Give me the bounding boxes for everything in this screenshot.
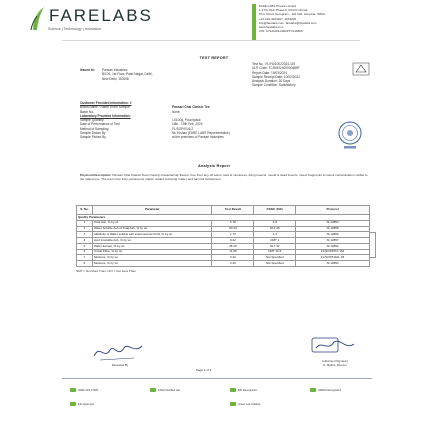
cell-no: 4 xyxy=(77,238,93,244)
page-number: Page 1 of 5 xyxy=(196,368,212,372)
cell-protocol: IS:13854 xyxy=(296,220,370,226)
cell-no: 8 xyxy=(77,261,93,267)
cell-no: 6 xyxy=(77,249,93,255)
lab-info-heading: Laboratory Provided Information: xyxy=(80,113,131,118)
footer-item: APEDA Recognized xyxy=(310,388,341,392)
footer-item: BIS Recognized xyxy=(230,388,257,392)
footer-item: NABL-ISO 17025 xyxy=(70,388,98,392)
issued-to-block xyxy=(80,68,220,81)
lab-row-label: Method of Sampling xyxy=(80,126,109,131)
cell-param: Moisture, % by wt. xyxy=(92,261,212,267)
cell-protocol: FL/SOP/FPC.154 xyxy=(296,249,370,255)
col-header: Protocol xyxy=(296,206,370,215)
customer-info-block xyxy=(80,101,300,140)
cell-result: 38.15 xyxy=(212,243,254,249)
lab-row-value: at the premises of Pansari Industries xyxy=(172,135,224,140)
cell-param: Alkalinity of Water soluble ash expressed as KOH, % by wt. xyxy=(92,232,212,238)
footer-item: EIC Approved xyxy=(70,402,94,406)
cell-limit: NLT 32 xyxy=(254,243,296,249)
cell-no: 2 xyxy=(77,226,93,232)
cell-no: 5 xyxy=(77,243,93,249)
col-header: S. No. xyxy=(77,206,93,215)
lab-row xyxy=(80,135,300,139)
footer-item: Green Lab Initiative xyxy=(230,402,261,406)
company-address: FARE LABS Private Limited L-17/3, DLF Phase-II, IFFCO Chowk, M.G. Road, Gurugram - 122 002, Haryana, INDIA +91-124-4223207, 4034205 info@farelabs.com, farelabs@farelabs.com www.farelabs.com CIN: U74210DL2002PTC116866 xyxy=(259,4,325,34)
meta-line: Test No.: FL/FA/10022024-119 xyxy=(252,62,296,66)
lab-row-value: 1X100g, Pouchpack xyxy=(172,118,201,123)
brand-name: FARELABS xyxy=(49,6,153,25)
meta-line: Sample Condition: Satisfactory xyxy=(252,83,296,88)
customer-info-heading: Customer Provided Information: # xyxy=(80,101,132,105)
accent-bar xyxy=(252,4,256,40)
cell-limit: NMT 16.5 xyxy=(254,249,296,255)
footer-divider xyxy=(62,378,372,379)
lab-row-value: FL/SOP/01/6.2 xyxy=(172,126,194,131)
cell-limit: Not Specified xyxy=(254,261,296,267)
meta-line: Report Date: 19/03/2024 xyxy=(252,70,287,75)
leaf-logo-icon xyxy=(30,6,46,32)
report-title: TEST REPORT xyxy=(199,56,229,60)
col-header: Test Result xyxy=(212,206,254,215)
meta-line: Analysis Duration: 30 Days xyxy=(252,79,291,84)
cell-param: Water Extract, % by wt. xyxy=(92,243,212,249)
company-address-block xyxy=(252,4,372,40)
reviewer-signature-icon xyxy=(90,336,150,366)
accreditation-icon xyxy=(70,388,76,392)
table-header-row xyxy=(77,206,370,215)
cell-param: Moisture, % by wt. xyxy=(92,255,212,261)
header-divider xyxy=(62,40,360,41)
customer-row-value: Pansari Chai Classic Tea xyxy=(172,105,210,110)
lab-row-value: Mr. Kishan (FARE LABS Representative) xyxy=(172,131,230,136)
meta-line: Sample Receipt Date: 10/02/2024 xyxy=(252,74,300,79)
cell-param: Water Soluble Ash of Total Ash, % by wt. xyxy=(92,226,212,232)
cell-no: 7 xyxy=(77,255,93,261)
accreditation-icon xyxy=(230,388,236,392)
customer-row-value: None xyxy=(172,109,180,114)
lab-row-label: Date of Performance of Test xyxy=(80,122,120,127)
cell-param: Acid Insoluble Ash, % by wt. xyxy=(92,238,212,244)
accreditation-icon xyxy=(230,402,236,406)
cell-result: 11.08 xyxy=(212,249,254,255)
cell-limit: 1-3 xyxy=(254,232,296,238)
table-side-box xyxy=(370,232,376,258)
reviewer-caption: Reviewed By xyxy=(111,363,129,367)
authorised-signatory-caption: Authorised Signatory D. Mathur, Director xyxy=(322,359,348,367)
observation-block xyxy=(80,173,372,181)
lab-row-label: Sample Quantity xyxy=(80,118,104,123)
cell-result: 60.33 xyxy=(212,226,254,232)
cell-protocol: IS:13856 xyxy=(296,232,370,238)
observation-text: Pansari Chai Classic Tea is having characteristic flavour, free from any off odour, taint & mustiness, living insects, mould & dead insects, insect fragments & rodent contamination visible to the naked eye. The tea is free from extraneous matter, added colouring matter and harmful substances. xyxy=(80,173,368,182)
accreditation-icon xyxy=(70,402,76,406)
accreditation-icon xyxy=(150,388,156,392)
footer-item: FSSAI Notified Lab xyxy=(150,388,180,392)
cell-protocol: IS:13862 xyxy=(296,243,370,249)
cell-limit: NLT 45 xyxy=(254,226,296,232)
lab-seal-icon xyxy=(336,120,364,150)
accreditation-icon xyxy=(310,388,316,392)
cell-result: 1.73 xyxy=(212,232,254,238)
cell-result: 0.22 xyxy=(212,238,254,244)
cell-limit: NMT 1 xyxy=(254,238,296,244)
customer-row-label: Batch No. xyxy=(80,109,94,114)
results-table xyxy=(76,205,370,267)
cell-limit: 4-8 xyxy=(254,220,296,226)
abbreviation-note: NMT = Not More Than; NLT = Not Less Than xyxy=(76,269,136,273)
cell-protocol: IS:13854 xyxy=(296,261,370,267)
issued-to-label: Issued to: xyxy=(80,68,96,72)
cell-result: 2.30 xyxy=(212,261,254,267)
cell-protocol: FL/SOP/NAFL.06 xyxy=(296,255,370,261)
cell-result: 3.40 xyxy=(212,255,254,261)
cell-result: 5.78 xyxy=(212,220,254,226)
table-row xyxy=(77,261,370,267)
analysis-heading: Analysis Report xyxy=(198,164,230,168)
cell-param: Total Ash, % by wt. xyxy=(92,220,212,226)
cell-no: 1 xyxy=(77,220,93,226)
customer-row-label: Brand Name / Name of the Sample xyxy=(80,105,130,110)
cell-protocol: IS:13855 xyxy=(296,226,370,232)
cell-param: Crude Fibre, % by wt. xyxy=(92,249,212,255)
cell-limit: Not Specified xyxy=(254,255,296,261)
lab-row-label: Sample Drawn By xyxy=(80,131,106,136)
meta-line: ULR Code: TC59332400000489F xyxy=(252,66,300,71)
issued-to-value: Pansari Industries B/101, 1st Floor, Patel Nagar, Delhi, New Delhi, 110008 xyxy=(102,68,153,81)
cell-no: 3 xyxy=(77,232,93,238)
brand-tagline: Science | Technology | Innovation xyxy=(48,27,102,31)
report-meta-block xyxy=(252,62,352,88)
observation-label: Physical Description: xyxy=(80,173,112,177)
col-header: Parameter xyxy=(92,206,212,215)
cell-protocol: IS:13857 xyxy=(296,238,370,244)
lab-row-value: 16th - 15th Feb, 2024 xyxy=(172,122,203,127)
col-header: FSSR, 2011 xyxy=(254,206,296,215)
lab-row-label: Sample Picked By xyxy=(80,135,106,140)
group-label: Quality Parameters xyxy=(77,215,370,221)
nabl-mark-icon xyxy=(352,62,370,81)
